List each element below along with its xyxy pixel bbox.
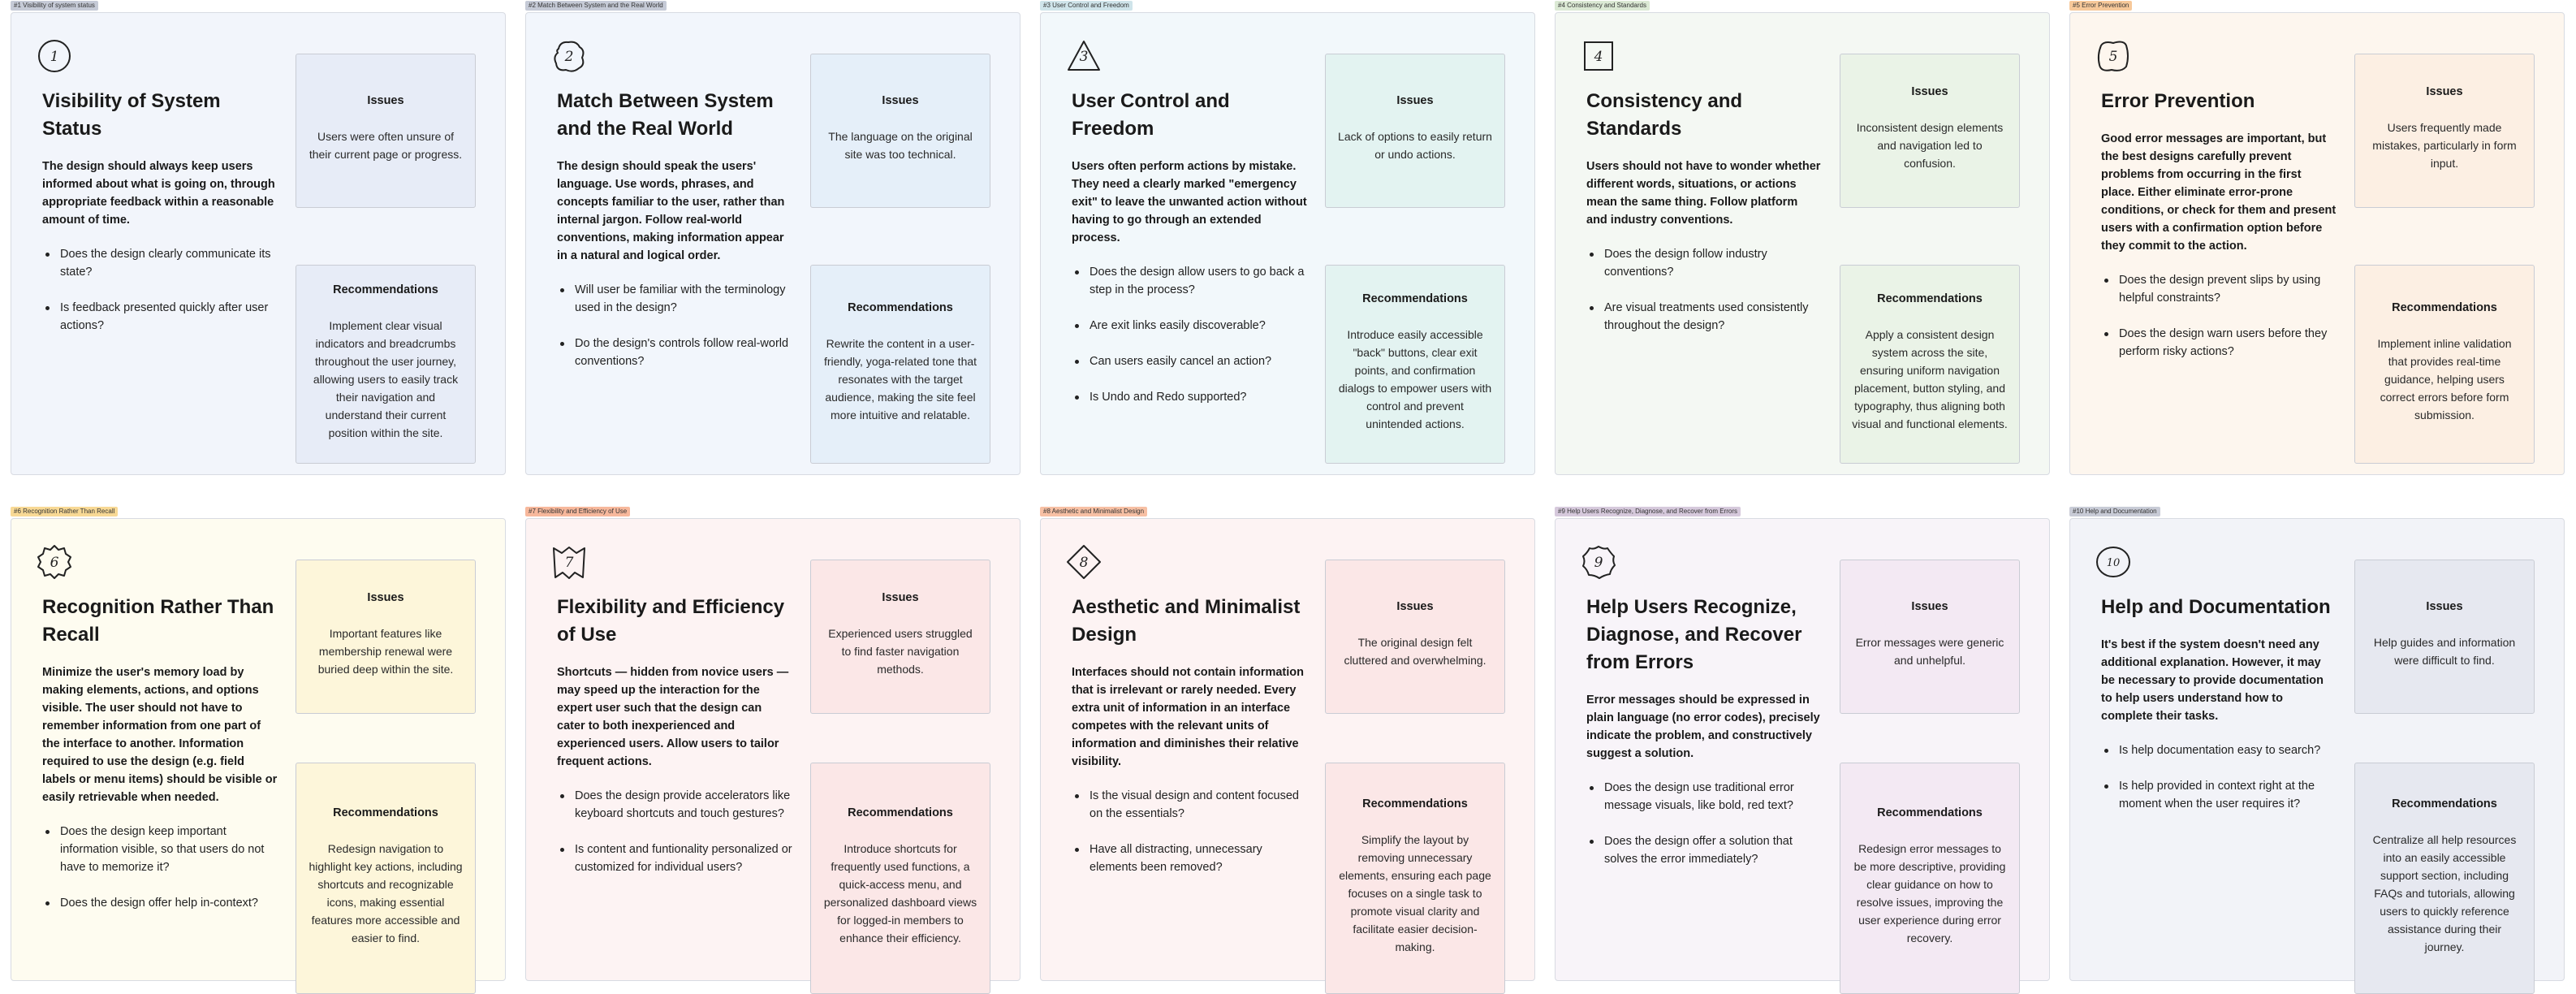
recommendations-heading: Recommendations [848, 300, 953, 314]
heuristic-number: 5 [2108, 49, 2118, 65]
question-item: Does the design follow industry conventions? [1586, 245, 1822, 281]
issues-heading: Issues [882, 591, 919, 604]
recommendations-card [2354, 763, 2535, 994]
heuristic-number: 9 [1594, 555, 1603, 571]
issues-heading: Issues [882, 94, 919, 107]
question-item: Have all distracting, unnecessary elements been removed? [1072, 841, 1307, 876]
recommendations-card [296, 265, 476, 464]
issues-card [810, 54, 990, 208]
recommendations-heading: Recommendations [2392, 797, 2497, 810]
question-item: Is Undo and Redo supported? [1072, 388, 1307, 406]
issues-heading: Issues [2426, 85, 2463, 98]
recommendations-card [1840, 763, 2020, 994]
badge-number-icon [36, 543, 73, 581]
starburst-number-icon [1580, 543, 1617, 581]
recommendations-heading: Recommendations [1362, 797, 1468, 810]
rounded-square-number-icon [2095, 37, 2132, 75]
heuristic-title: Aesthetic and Minimalist Design [1072, 596, 1301, 646]
heuristic-number: 4 [1594, 49, 1603, 65]
issues-card [296, 54, 476, 208]
heuristic-title: Visibility of System Status [42, 90, 221, 140]
question-item: Is help provided in context right at the moment when the user requires it? [2101, 777, 2337, 813]
question-item: Will user be familiar with the terminology used in the design? [557, 281, 792, 317]
heuristic-number: 2 [564, 49, 574, 65]
question-item: Does the design provide accelerators like keyboard shortcuts and touch gestures? [557, 787, 792, 823]
question-item: Is content and funtionality personalized or customized for individual users? [557, 841, 792, 876]
heuristic-frame-8[interactable] [1040, 508, 1535, 981]
issues-heading: Issues [1911, 85, 1948, 98]
heuristic-frame-5[interactable] [2069, 2, 2565, 475]
recommendations-heading: Recommendations [1877, 806, 1983, 819]
recommendations-card [1840, 265, 2020, 464]
recommendations-card [1325, 763, 1505, 994]
heuristic-number: 10 [2106, 557, 2121, 569]
issues-text: The original design felt cluttered and overwhelming. [1344, 636, 1486, 667]
frame-tab-label[interactable]: #10 Help and Documentation [2069, 507, 2160, 516]
heuristic-title: Help and Documentation [2101, 596, 2331, 618]
heuristic-title: Recognition Rather Than Recall [42, 596, 274, 646]
issues-heading: Issues [2426, 600, 2463, 613]
issues-card [1325, 54, 1505, 208]
recommendations-card [1325, 265, 1505, 464]
frame-tab-label[interactable]: #9 Help Users Recognize, Diagnose, and Recover from Errors [1555, 507, 1741, 516]
heuristic-title: Flexibility and Efficiency of Use [557, 596, 785, 646]
diamond-number-icon [1065, 543, 1102, 581]
recommendations-text: Simplify the layout by removing unnecessary elements, ensuring each page focuses on a single task to promote visual clarity and facilitate easier decision-making. [1339, 832, 1491, 953]
triangle-number-icon [1065, 37, 1102, 75]
recommendations-text: Implement inline validation that provides real-time guidance, helping users correct errors before form submission. [2377, 336, 2512, 421]
heuristic-frame-2[interactable] [525, 2, 1020, 475]
recommendations-heading: Recommendations [1877, 292, 1983, 305]
heuristic-frame-7[interactable] [525, 508, 1020, 981]
heuristic-frame-6[interactable] [11, 508, 506, 981]
frame-tab-label[interactable]: #2 Match Between System and the Real World [525, 1, 667, 11]
question-item: Does the design allow users to go back a step in the process? [1072, 263, 1307, 299]
heuristic-number: 7 [564, 555, 574, 571]
question-item: Does the design clearly communicate its state? [42, 245, 278, 281]
recommendations-heading: Recommendations [1362, 292, 1468, 305]
question-item: Does the design use traditional error message visuals, like bold, red text? [1586, 779, 1822, 815]
heuristic-number: 1 [50, 49, 59, 65]
heuristic-title: Error Prevention [2101, 90, 2255, 112]
issues-text: Lack of options to easily return or undo actions. [1338, 130, 1492, 161]
question-list [557, 787, 792, 894]
question-item: Does the design warn users before they perform risky actions? [2101, 325, 2337, 361]
question-item: Are exit links easily discoverable? [1072, 317, 1307, 335]
question-list [557, 281, 792, 388]
issues-text: Important features like membership renewal were buried deep within the site. [317, 627, 454, 676]
flag-number-icon [550, 543, 588, 581]
issues-heading: Issues [1911, 600, 1948, 613]
recommendations-text: Apply a consistent design system across the site, ensuring uniform navigation placement, button styling, and typography, thus aligning both visual and functional elements. [1852, 327, 2008, 430]
issues-heading: Issues [367, 94, 404, 107]
recommendations-heading: Recommendations [333, 806, 438, 819]
recommendations-card [296, 763, 476, 994]
heuristic-description: Interfaces should not contain information that is irrelevant or rarely needed. Every extra unit of information in an interface competes with the relevant units of information and diminishes their relative visibility. [1072, 666, 1304, 768]
heuristic-description: Shortcuts — hidden from novice users — may speed up the interaction for the expert user such that the design can cater to both inexperienced and experienced users. Allow users to tailor frequent actions. [557, 666, 789, 768]
question-item: Is help documentation easy to search? [2101, 741, 2337, 759]
frame-tab-label[interactable]: #4 Consistency and Standards [1555, 1, 1650, 11]
heuristic-description: It's best if the system doesn't need any additional explanation. However, it may be necessary to provide documentation to help users understand how to complete their tasks. [2101, 638, 2324, 723]
heuristic-number: 6 [50, 555, 59, 571]
recommendations-heading: Recommendations [848, 806, 953, 819]
heuristic-title: Consistency and Standards [1586, 90, 1743, 140]
question-list [2101, 271, 2337, 378]
question-list [42, 245, 278, 352]
recommendations-heading: Recommendations [2392, 300, 2497, 314]
recommendations-text: Centralize all help resources into an easily accessible support section, including FAQs and tutorials, allowing users to quickly reference assistance during their journey. [2372, 832, 2517, 953]
heuristic-frame-4[interactable] [1555, 2, 2050, 475]
heuristic-title: User Control and Freedom [1072, 90, 1230, 140]
frame-tab-label[interactable]: #8 Aesthetic and Minimalist Design [1040, 507, 1147, 516]
frame-tab-label[interactable]: #5 Error Prevention [2069, 1, 2132, 11]
recommendations-card [810, 265, 990, 464]
issues-card [1840, 54, 2020, 208]
heuristic-title: Match Between System and the Real World [557, 90, 774, 140]
frame-tab-label[interactable]: #3 User Control and Freedom [1040, 1, 1133, 11]
oval-number-icon [2095, 543, 2132, 581]
heuristic-description: The design should speak the users' language. Use words, phrases, and concepts familiar to the user, rather than internal jargon. Follow real-world conventions, making information appear in a natural and logical order. [557, 160, 785, 262]
frame-tab-label[interactable]: #7 Flexibility and Efficiency of Use [525, 507, 630, 516]
question-list [1072, 263, 1307, 424]
issues-text: Experienced users struggled to find faster navigation methods. [828, 627, 973, 676]
heuristic-description: Minimize the user's memory load by making elements, actions, and options visible. The user should not have to remember information from one part of the interface to another. Information required to use the design (e.g. field labels or menu items) should be visible or easily retrievable when needed. [42, 666, 278, 804]
issues-heading: Issues [367, 591, 404, 604]
recommendations-heading: Recommendations [333, 283, 438, 296]
question-item: Can users easily cancel an action? [1072, 352, 1307, 370]
heuristic-number: 3 [1079, 49, 1089, 65]
recommendations-card [2354, 265, 2535, 464]
question-item: Does the design prevent slips by using helpful constraints? [2101, 271, 2337, 307]
circle-number-icon [36, 37, 73, 75]
heuristic-frame-3[interactable] [1040, 2, 1535, 475]
question-list [1072, 787, 1307, 894]
question-item: Do the design's controls follow real-world conventions? [557, 335, 792, 370]
recommendations-card [810, 763, 990, 994]
heuristic-title: Help Users Recognize, Diagnose, and Recover from Errors [1586, 596, 1802, 673]
recommendations-text: Redesign navigation to highlight key actions, including shortcuts and recognizable icons, making essential features more accessible and easier to find. [309, 841, 463, 944]
issues-text: Help guides and information were difficult to find. [2373, 636, 2516, 667]
question-list [2101, 741, 2337, 831]
heuristic-description: Error messages should be expressed in plain language (no error codes), precisely indicate the problem, and constructively suggest a solution. [1586, 694, 1820, 760]
heuristic-description: The design should always keep users informed about what is going on, through appropriate feedback within a reasonable amount of time. [42, 160, 275, 227]
heuristic-description: Users should not have to wonder whether different words, situations, or actions mean the same thing. Follow platform and industry conventions. [1586, 160, 1821, 227]
question-item: Does the design keep important information visible, so that users do not have to memorize it? [42, 823, 278, 876]
issues-text: Users frequently made mistakes, particularly in form input. [2372, 121, 2517, 170]
issues-card [296, 560, 476, 714]
issues-text: Inconsistent design elements and navigation led to confusion. [1856, 121, 2004, 170]
issues-card [810, 560, 990, 714]
frame-tab-label[interactable]: #1 Visibility of system status [11, 1, 98, 11]
issues-card [2354, 560, 2535, 714]
recommendations-text: Redesign error messages to be more descriptive, providing clear guidance on how to resolve issues, improving the user experience during error recovery. [1853, 841, 2006, 944]
recommendations-text: Introduce easily accessible "back" buttons, clear exit points, and confirmation dialogs to empower users with control and prevent unintended actions. [1338, 327, 1492, 430]
question-list [1586, 779, 1822, 886]
recommendations-text: Implement clear visual indicators and breadcrumbs throughout the user journey, allowing users to easily track their navigation and understand their current position within the site. [313, 318, 459, 439]
question-list [42, 823, 278, 930]
frame-tab-label[interactable]: #6 Recognition Rather Than Recall [11, 507, 118, 516]
question-list [1586, 245, 1822, 352]
cloud-number-icon [550, 37, 588, 75]
question-item: Is the visual design and content focused on the essentials? [1072, 787, 1307, 823]
issues-card [1325, 560, 1505, 714]
heuristic-frame-1[interactable] [11, 2, 506, 475]
heuristic-description: Good error messages are important, but the best designs carefully prevent problems from occurring in the first place. Either eliminate error-prone conditions, or check for them and present users with a confirmation option before they commit to the action. [2101, 132, 2337, 253]
issues-heading: Issues [1396, 600, 1434, 613]
heuristic-number: 8 [1079, 555, 1089, 571]
issues-card [1840, 560, 2020, 714]
recommendations-text: Introduce shortcuts for frequently used functions, a quick-access menu, and personalized dashboard views for logged-in members to enhance their efficiency. [823, 841, 977, 944]
question-item: Does the design offer help in-context? [42, 894, 278, 912]
heuristic-frame-9[interactable] [1555, 508, 2050, 981]
issues-text: The language on the original site was too technical. [828, 130, 973, 161]
question-item: Does the design offer a solution that solves the error immediately? [1586, 832, 1822, 868]
issues-card [2354, 54, 2535, 208]
heuristic-description: Users often perform actions by mistake. They need a clearly marked "emergency exit" to leave the unwanted action without having to go through an extended process. [1072, 160, 1307, 244]
question-item: Is feedback presented quickly after user actions? [42, 299, 278, 335]
issues-text: Users were often unsure of their current page or progress. [309, 130, 463, 161]
recommendations-text: Rewrite the content in a user-friendly, yoga-related tone that resonates with the target audience, making the site feel more intuitive and relatable. [823, 336, 977, 421]
issues-heading: Issues [1396, 94, 1434, 107]
square-number-icon [1580, 37, 1617, 75]
heuristic-frame-10[interactable] [2069, 508, 2565, 981]
issues-text: Error messages were generic and unhelpful. [1855, 636, 2004, 667]
question-item: Are visual treatments used consistently throughout the design? [1586, 299, 1822, 335]
